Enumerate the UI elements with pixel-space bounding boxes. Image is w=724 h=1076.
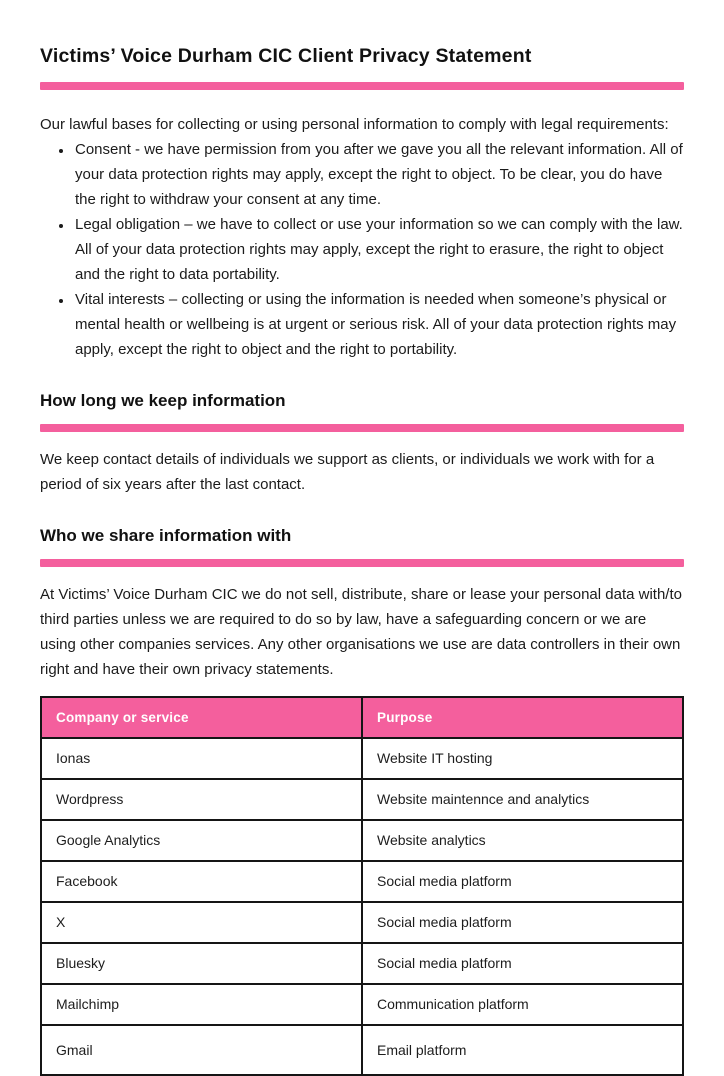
section-retention bbox=[40, 390, 684, 497]
section-body-sharing: At Victims’ Voice Durham CIC we do not sell, distribute, share or lease your personal data with/to third parties unless we are required to do so by law, have a safeguarding concern or we are using other companies services. Any other organisations we use are data controllers in their own right and have their own privacy statements. bbox=[40, 586, 682, 678]
table-cell-purpose: Social media platform bbox=[362, 861, 683, 902]
table-cell-purpose: Website maintennce and analytics bbox=[362, 779, 683, 820]
table-row bbox=[41, 1025, 683, 1075]
list-item-consent: • Consent - we have permission from you after we gave you all the relevant information. All of your data protection rights may apply, except the right to object. To be clear, you do have the right to withdraw your consent at any time. bbox=[73, 137, 684, 212]
intro-paragraph: Our lawful bases for collecting or using personal information to comply with legal requirements: bbox=[40, 116, 669, 133]
table-cell-purpose: Social media platform bbox=[362, 943, 683, 984]
section-divider-rule bbox=[40, 424, 684, 432]
section-body-retention: We keep contact details of individuals we support as clients, or individuals we work with for a period of six years after the last contact. bbox=[40, 451, 655, 493]
section-heading-retention: How long we keep information bbox=[40, 391, 286, 410]
table-cell-purpose: Social media platform bbox=[362, 902, 683, 943]
table-cell-purpose: Email platform bbox=[362, 1025, 683, 1075]
table-row bbox=[41, 779, 683, 820]
table-header-company: Company or service bbox=[41, 697, 362, 738]
section-divider-rule bbox=[40, 559, 684, 567]
table-row bbox=[41, 984, 683, 1025]
table-cell-company: Mailchimp bbox=[41, 984, 362, 1025]
table-row bbox=[41, 943, 683, 984]
title-divider-rule bbox=[40, 82, 684, 90]
table-cell-company: X bbox=[41, 902, 362, 943]
table-header-row bbox=[41, 697, 683, 738]
table-cell-company: Gmail bbox=[41, 1025, 362, 1075]
table-cell-company: Bluesky bbox=[41, 943, 362, 984]
section-sharing bbox=[40, 525, 684, 682]
list-item-legal-obligation: • Legal obligation – we have to collect or use your information so we can comply with the law. All of your data protection rights may apply, except the right to erasure, the right to object and the right to data portability. bbox=[73, 212, 684, 287]
table-row bbox=[41, 820, 683, 861]
table-cell-company: Ionas bbox=[41, 738, 362, 779]
table-cell-company: Wordpress bbox=[41, 779, 362, 820]
table-cell-purpose: Website analytics bbox=[362, 820, 683, 861]
table-cell-company: Google Analytics bbox=[41, 820, 362, 861]
table-cell-purpose: Website IT hosting bbox=[362, 738, 683, 779]
lawful-bases-list bbox=[40, 137, 684, 362]
table-row bbox=[41, 902, 683, 943]
section-heading-sharing: Who we share information with bbox=[40, 526, 292, 545]
list-item-vital-interests: • Vital interests – collecting or using the information is needed when someone’s physical or mental health or wellbeing is at urgent or serious risk. All of your data protection rights may apply, except the right to object and the right to portability. bbox=[73, 287, 684, 362]
table-cell-purpose: Communication platform bbox=[362, 984, 683, 1025]
page-title: Victims’ Voice Durham CIC Client Privacy Statement bbox=[40, 45, 532, 67]
table-row bbox=[41, 738, 683, 779]
sharing-table bbox=[40, 696, 684, 1076]
table-cell-company: Facebook bbox=[41, 861, 362, 902]
table-row bbox=[41, 861, 683, 902]
table-header-purpose: Purpose bbox=[362, 697, 683, 738]
